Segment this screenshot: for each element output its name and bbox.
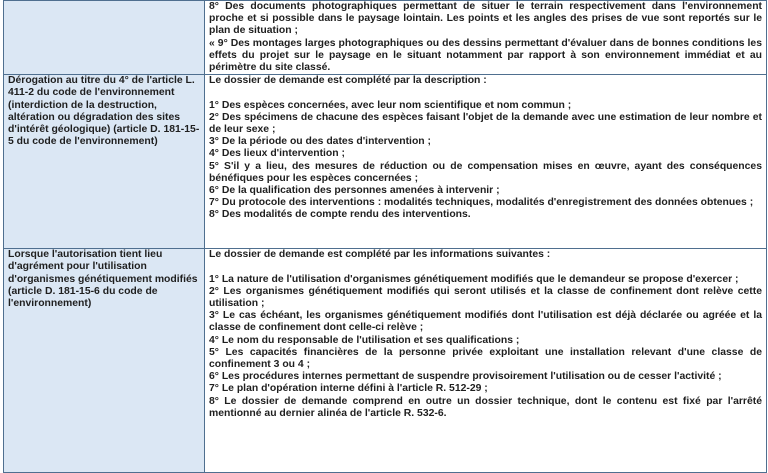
item-1: 1° Des espèces concernées, avec leur nom scientifique et nom commun ; bbox=[209, 99, 572, 111]
spacer bbox=[209, 87, 762, 99]
item-6: 6° Les procédures internes permettant de suspendre provisoirement l'utilisation ou de cesser l'activité ; bbox=[209, 371, 722, 383]
table-row bbox=[4, 75, 767, 249]
row-label: Dérogation au titre du 4° de l'article L. 411-2 du code de l'environnement (interdiction de la destruction, altération ou dégradation des sites d'intérêt géologique) (article D. 181-15-5 du code de l'environnement) bbox=[8, 75, 200, 148]
row-label-cell bbox=[4, 1, 205, 75]
spacer bbox=[209, 261, 762, 273]
item-9: « 9° Des montages larges photographiques ou des dessins permettant d'évaluer dans de bonnes conditions les effets du projet sur le paysage en le situant notamment par rapport à son environnement immédiat et au périmètre du site classé. bbox=[209, 37, 765, 74]
item-7: 7° Du protocole des interventions : modalités techniques, modalités d'enregistrement des données obtenues ; bbox=[209, 197, 754, 209]
item-7: 7° Le plan d'opération interne défini à l'article R. 512-29 ; bbox=[209, 383, 488, 395]
item-8: 8° Des documents photographiques permettant de situer le terrain respectivement dans l'environnement proche et si possible dans le paysage lointain. Les points et les angles des prises de vue sont reportés sur le plan de situation ; bbox=[209, 1, 765, 37]
row-content-cell bbox=[205, 75, 767, 249]
row-content-cell bbox=[205, 1, 767, 75]
item-4: 4° Des lieux d'intervention ; bbox=[209, 148, 345, 160]
row-label: Lorsque l'autorisation tient lieu d'agrément pour l'utilisation d'organismes génétiquement modifiés (article D. 181-15-6 du code de l'environnement) bbox=[8, 249, 201, 310]
row-content-cell bbox=[205, 249, 767, 473]
item-8: 8° Le dossier de demande comprend en outre un dossier technique, dont le contenu est fixé par l'arrêté mentionné au dernier alinéa de l'article R. 532-6. bbox=[209, 395, 765, 419]
table-row bbox=[4, 1, 767, 75]
item-2: 2° Des spécimens de chacune des espèces faisant l'objet de la demande avec une estimation de leur nombre et de leur sexe ; bbox=[209, 111, 765, 136]
item-3: 3° Le cas échéant, les organismes génétiquement modifiés dont l'utilisation est déjà déclarée ou agréée et la classe de confinement dont celle-ci relève ; bbox=[209, 310, 765, 334]
regulation-table bbox=[3, 0, 767, 473]
intro-text: Le dossier de demande est complété par la description : bbox=[209, 75, 487, 87]
item-4: 4° Le nom du responsable de l'utilisation et ses qualifications ; bbox=[209, 334, 520, 346]
item-5: 5° Les capacités financières de la personne privée exploitant une installation relevant d'une classe de confinement 3 ou 4 ; bbox=[209, 346, 765, 371]
item-3: 3° De la période ou des dates d'intervention ; bbox=[209, 136, 431, 148]
item-2: 2° Les organismes génétiquement modifiés qui seront utilisés et la classe de confinement dont relève cette utilisation ; bbox=[209, 285, 765, 310]
item-1: 1° La nature de l'utilisation d'organismes génétiquement modifiés que le demandeur se propose d'exercer ; bbox=[209, 273, 739, 285]
intro-text: Le dossier de demande est complété par les informations suivantes : bbox=[209, 249, 551, 261]
row-label-cell bbox=[4, 249, 205, 473]
row-label-cell bbox=[4, 75, 205, 249]
item-6: 6° De la qualification des personnes amenées à intervenir ; bbox=[209, 185, 500, 197]
item-8: 8° Des modalités de compte rendu des interventions. bbox=[209, 209, 471, 221]
item-5: 5° S'il y a lieu, des mesures de réduction ou de compensation mises en œuvre, ayant des conséquences bénéfiques pour les espèces concernées ; bbox=[209, 160, 765, 184]
table-row bbox=[4, 249, 767, 473]
